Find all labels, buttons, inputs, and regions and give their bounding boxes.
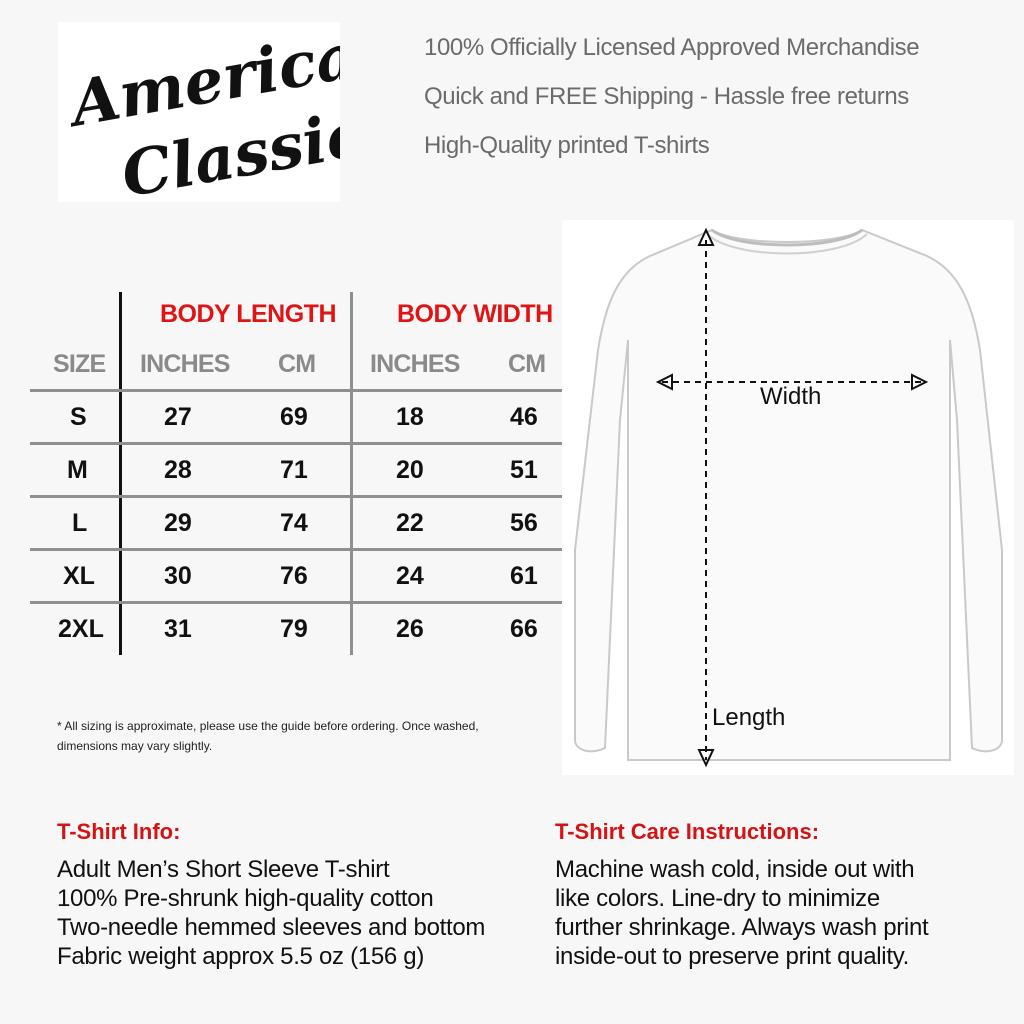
row-divider [30,548,571,551]
table-row [30,605,571,655]
table-row [30,499,571,549]
brand-logo [58,22,340,202]
col-header-width-inches: INCHES [370,350,460,378]
cell-width-inches: 26 [396,615,424,643]
cell-size: M [67,456,88,484]
cell-width-inches: 20 [396,456,424,484]
table-row [30,393,571,443]
care-line: like colors. Line-dry to minimize [555,885,880,912]
cell-width-cm: 56 [510,509,538,537]
row-divider [30,601,571,604]
cell-width-inches: 18 [396,403,424,431]
cell-length-inches: 30 [164,562,192,590]
col-header-length-cm: CM [278,350,316,378]
care-line: further shrinkage. Always wash print [555,914,929,941]
tshirt-info-title: T-Shirt Info: [57,819,181,844]
cell-width-cm: 61 [510,562,538,590]
tagline-licensed: 100% Officially Licensed Approved Merchandise [424,34,920,61]
row-divider [30,495,571,498]
sizing-disclaimer [57,716,517,756]
table-row [30,446,571,496]
cell-length-cm: 79 [280,615,308,643]
cell-length-cm: 69 [280,403,308,431]
cell-length-cm: 76 [280,562,308,590]
col-header-length-inches: INCHES [140,350,230,378]
svg-text:American: American [65,22,340,141]
disclaimer-line: dimensions may vary slightly. [57,739,213,753]
cell-length-cm: 71 [280,456,308,484]
tshirt-info-list [57,855,485,971]
disclaimer-line: * All sizing is approximate, please use the guide before ordering. Once washed, [57,719,479,733]
tagline-quality: High-Quality printed T-shirts [424,132,710,159]
care-title: T-Shirt Care Instructions: [555,819,820,844]
info-line: Fabric weight approx 5.5 oz (156 g) [57,943,425,970]
info-line: Two-needle hemmed sleeves and bottom [57,914,486,941]
care-line: Machine wash cold, inside out with [555,856,915,883]
cell-length-inches: 28 [164,456,192,484]
length-label: Length [712,704,786,731]
care-instructions [555,855,928,971]
row-divider [30,442,571,445]
cell-size: L [72,509,88,537]
width-label: Width [760,383,822,410]
care-line: inside-out to preserve print quality. [555,943,909,970]
cell-width-inches: 22 [396,509,424,537]
cell-width-cm: 51 [510,456,538,484]
cell-size: XL [63,562,95,590]
tshirt-diagram [562,220,1014,775]
svg-text:Classics: Classics [116,91,340,202]
tagline-shipping: Quick and FREE Shipping - Hassle free returns [424,83,909,110]
cell-length-inches: 27 [164,403,192,431]
cell-length-inches: 29 [164,509,192,537]
cell-size: S [70,403,87,431]
cell-length-cm: 74 [280,509,308,537]
cell-size: 2XL [58,615,104,643]
cell-width-inches: 24 [396,562,424,590]
body-length-header: BODY LENGTH [160,300,336,328]
cell-width-cm: 66 [510,615,538,643]
table-row [30,552,571,602]
body-width-header: BODY WIDTH [397,300,553,328]
info-line: 100% Pre-shrunk high-quality cotton [57,885,434,912]
col-header-width-cm: CM [508,350,546,378]
row-divider [30,389,571,392]
cell-length-inches: 31 [164,615,192,643]
info-line: Adult Men’s Short Sleeve T-shirt [57,856,390,883]
col-header-size: SIZE [53,350,106,378]
cell-width-cm: 46 [510,403,538,431]
